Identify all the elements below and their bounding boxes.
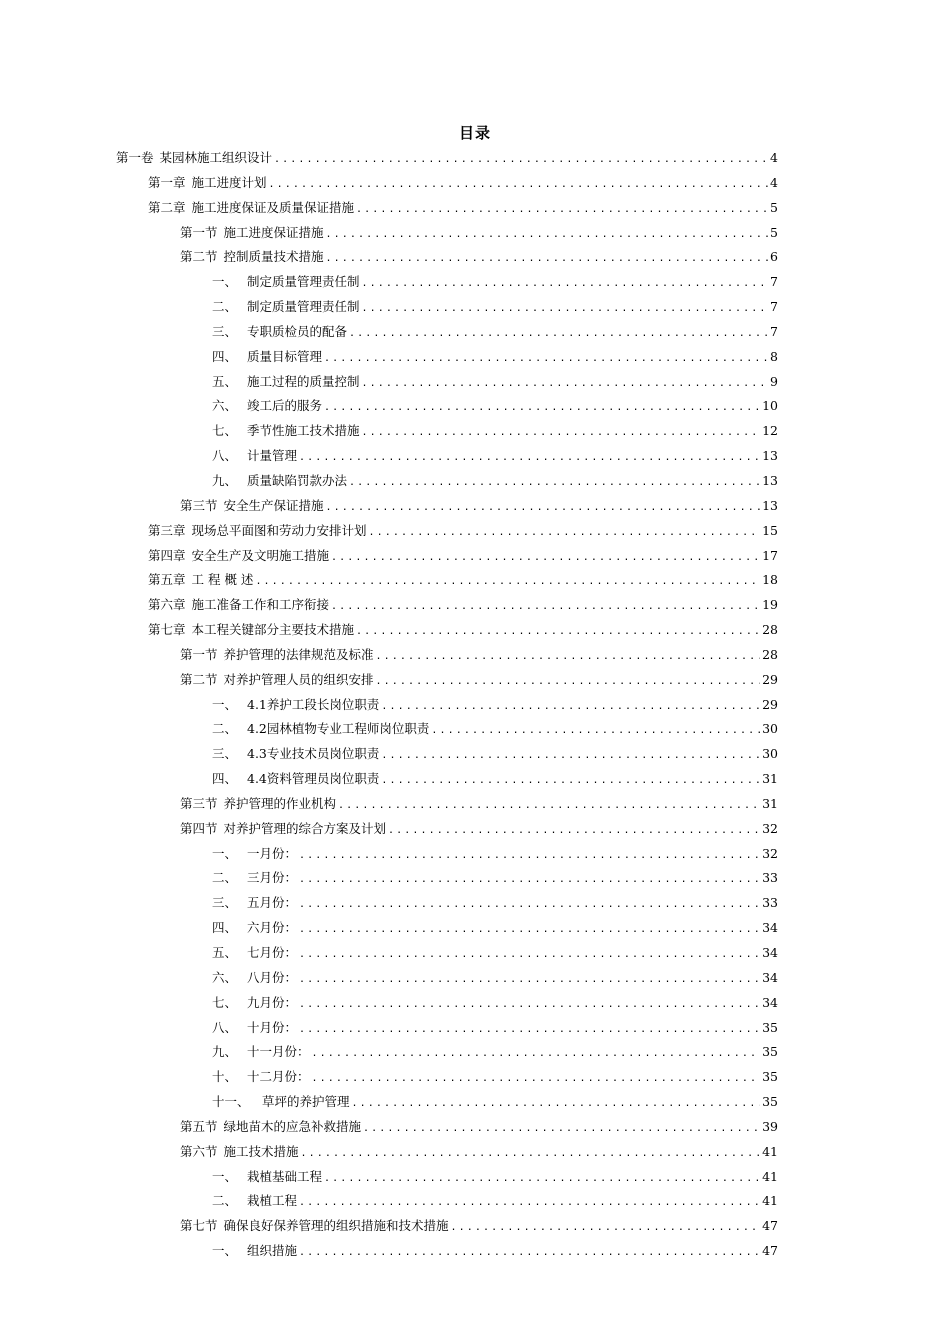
toc-entry-page: 28 [762, 622, 778, 638]
toc-entry-page: 13 [762, 497, 778, 513]
dot-leader [299, 968, 760, 993]
dot-leader [369, 521, 761, 546]
toc-entry-number: 二、 [212, 870, 238, 886]
toc-entry[interactable] [0, 444, 950, 469]
toc-entry-title: 组织措施 [247, 1243, 298, 1259]
dot-leader [299, 868, 760, 893]
toc-entry-page: 35 [762, 1094, 778, 1110]
toc-entry-title: 对养护管理的综合方案及计划 [223, 820, 387, 836]
dot-leader [299, 918, 760, 943]
toc-entry-number: 第四节 [180, 820, 218, 836]
toc-entry-page: 7 [770, 274, 778, 290]
toc-entry-title: 质量目标管理 [247, 348, 323, 364]
toc-entry-page: 13 [762, 472, 778, 488]
dot-leader [356, 620, 760, 645]
toc-entry-page: 17 [762, 547, 778, 563]
toc-entry[interactable] [0, 593, 950, 618]
dot-leader [255, 570, 760, 595]
dot-leader [349, 471, 760, 496]
toc-entry-number: 十一、 [212, 1094, 250, 1110]
toc-entry-number: 一、 [212, 845, 238, 861]
toc-entry-number: 十、 [212, 1069, 238, 1085]
toc-entry-page: 6 [770, 249, 778, 265]
toc-entry-title: 4.2园林植物专业工程师岗位职责 [247, 721, 430, 737]
toc-entry-title: 草坪的养护管理 [262, 1094, 350, 1110]
toc-entry-page: 15 [762, 522, 778, 538]
toc-entry-title: 确保良好保养管理的组织措施和技术措施 [223, 1218, 449, 1234]
toc-entry-title: 绿地苗木的应急补救措施 [223, 1118, 362, 1134]
toc-entry-title: 质量缺陷罚款办法 [247, 472, 348, 488]
dot-leader [381, 744, 760, 769]
toc-entry-page: 29 [762, 696, 778, 712]
toc-entry-number: 四、 [212, 771, 238, 787]
toc-entry[interactable] [0, 866, 950, 891]
toc-entry-page: 18 [762, 572, 778, 588]
toc-entry-title: 施工过程的质量控制 [247, 373, 360, 389]
toc-entry-page: 35 [762, 1019, 778, 1035]
toc-entry-number: 第一节 [180, 646, 218, 662]
dot-leader [363, 1117, 760, 1142]
toc-entry[interactable] [0, 146, 950, 171]
toc-entry-page: 33 [762, 895, 778, 911]
toc-entry[interactable] [0, 544, 950, 569]
toc-entry[interactable] [0, 171, 950, 196]
toc-entry-number: 八、 [212, 448, 238, 464]
toc-entry[interactable] [0, 1239, 950, 1264]
toc-entry-title: 三月份： [247, 870, 298, 886]
toc-entry[interactable] [0, 1040, 950, 1065]
toc-entry-number: 第五章 [148, 572, 186, 588]
toc-entry-title: 制定质量管理责任制 [247, 274, 360, 290]
toc-entry-title: 4.1养护工段长岗位职责 [247, 696, 380, 712]
toc-entry-number: 第七节 [180, 1218, 218, 1234]
toc-entry-title: 五月份： [247, 895, 298, 911]
toc-entry[interactable] [0, 966, 950, 991]
toc-entry-page: 32 [762, 820, 778, 836]
dot-leader [324, 1167, 760, 1192]
toc-entry-page: 47 [762, 1243, 778, 1259]
toc-entry-title: 制定质量管理责任制 [247, 299, 360, 315]
toc-entry-page: 5 [770, 199, 778, 215]
toc-entry-number: 六、 [212, 398, 238, 414]
toc-entry[interactable] [0, 693, 950, 718]
toc-entry-page: 9 [770, 373, 778, 389]
toc-entry-number: 第二章 [148, 199, 186, 215]
dot-leader [299, 893, 760, 918]
dot-leader [324, 347, 768, 372]
toc-entry-title: 七月份： [247, 945, 298, 960]
toc-entry-page: 31 [762, 771, 778, 787]
toc-entry-number: 第二节 [180, 671, 218, 687]
toc-entry-number: 九、 [212, 1044, 238, 1060]
toc-entry[interactable] [0, 1016, 950, 1041]
toc-entry-number: 三、 [212, 746, 238, 762]
toc-entry-number: 第一卷 [116, 150, 154, 165]
toc-entry-number: 第一节 [180, 224, 218, 240]
dot-leader [376, 645, 761, 670]
toc-entry-page: 35 [762, 1044, 778, 1060]
toc-entry-title: 季节性施工技术措施 [247, 423, 360, 439]
dot-leader [269, 173, 769, 198]
dot-leader [331, 595, 760, 620]
toc-entry-title: 4.3专业技术员岗位职责 [247, 746, 380, 762]
toc-entry-title: 施工技术措施 [223, 1143, 299, 1159]
toc-entry-title: 十一月份： [247, 1044, 310, 1060]
toc-entry[interactable] [0, 419, 950, 444]
toc-entry[interactable] [0, 245, 950, 270]
toc-entry-number: 一、 [212, 1243, 238, 1259]
toc-entry-title: 养护管理的作业机构 [223, 795, 337, 811]
toc-entry[interactable] [0, 1140, 950, 1165]
toc-entry-title: 工 程 概 述 [191, 572, 254, 588]
toc-entry-page: 8 [770, 348, 778, 364]
toc-entry-title: 六月份： [247, 920, 298, 936]
toc-entry[interactable] [0, 494, 950, 519]
toc-entry-number: 七、 [212, 423, 238, 439]
toc-entry-title: 安全生产及文明施工措施 [191, 547, 330, 563]
toc-entry-number: 第五节 [180, 1118, 218, 1134]
toc-entry-title: 九月份： [247, 994, 298, 1010]
toc-entry-title: 对养护管理人员的组织安排 [223, 671, 374, 687]
toc-entry-title: 栽植基础工程 [247, 1168, 323, 1184]
toc-entry-page: 34 [762, 945, 778, 960]
toc-entry[interactable] [0, 221, 950, 246]
toc-entry-number: 三、 [212, 323, 238, 339]
toc-entry-page: 7 [770, 323, 778, 339]
dot-leader [376, 670, 761, 695]
toc-entry-number: 四、 [212, 920, 238, 936]
dot-leader [451, 1216, 761, 1241]
toc-entry[interactable] [0, 519, 950, 544]
toc-entry-title: 安全生产保证措施 [223, 497, 324, 513]
toc-entry[interactable] [0, 717, 950, 742]
toc-entry[interactable] [0, 668, 950, 693]
dot-leader [362, 297, 769, 322]
toc-entry-number: 二、 [212, 721, 238, 737]
dot-leader [326, 496, 761, 521]
dot-leader [356, 198, 768, 223]
toc-entry[interactable] [0, 370, 950, 395]
dot-leader [274, 148, 768, 173]
toc-entry[interactable] [0, 295, 950, 320]
toc-entry[interactable] [0, 1115, 950, 1140]
toc-entry[interactable] [0, 1065, 950, 1090]
toc-entry-page: 33 [762, 870, 778, 886]
toc-list [0, 146, 950, 1264]
toc-entry[interactable] [0, 767, 950, 792]
toc-entry[interactable] [0, 568, 950, 593]
toc-entry-page: 30 [762, 746, 778, 762]
toc-entry-title: 计量管理 [247, 448, 298, 464]
toc-entry-title: 施工准备工作和工序衔接 [191, 597, 330, 613]
toc-entry[interactable] [0, 817, 950, 842]
dot-leader [362, 421, 761, 446]
toc-entry-number: 一、 [212, 274, 238, 290]
toc-entry-number: 第七章 [148, 622, 186, 638]
toc-entry-page: 13 [762, 448, 778, 464]
toc-title: 目录 [458, 124, 491, 142]
toc-entry-title: 十月份： [247, 1019, 298, 1035]
toc-entry-page: 34 [762, 969, 778, 985]
dot-leader [312, 1067, 761, 1092]
toc-entry-title: 某园林施工组织设计 [159, 150, 273, 165]
toc-entry-title: 控制质量技术措施 [223, 249, 324, 265]
toc-entry-number: 第一章 [148, 174, 186, 190]
toc-entry-number: 第六节 [180, 1143, 218, 1159]
dot-leader [338, 794, 760, 819]
toc-entry[interactable] [0, 916, 950, 941]
toc-entry-number: 第三节 [180, 795, 218, 811]
dot-leader [299, 943, 760, 968]
toc-entry[interactable] [0, 270, 950, 295]
toc-entry-page: 34 [762, 920, 778, 936]
toc-entry[interactable] [0, 320, 950, 345]
toc-entry-title: 专职质检员的配备 [247, 323, 348, 339]
dot-leader [299, 1241, 760, 1266]
toc-entry-title: 施工进度保证措施 [223, 224, 324, 240]
toc-entry-page: 4 [770, 174, 778, 190]
toc-entry[interactable] [0, 394, 950, 419]
dot-leader [324, 396, 760, 421]
toc-entry-title: 现场总平面图和劳动力安排计划 [191, 522, 367, 538]
toc-entry-page: 30 [762, 721, 778, 737]
toc-entry-title: 本工程关键部分主要技术措施 [191, 622, 355, 638]
toc-entry-number: 九、 [212, 472, 238, 488]
toc-entry[interactable] [0, 345, 950, 370]
toc-entry-page: 35 [762, 1069, 778, 1085]
toc-entry-page: 41 [762, 1143, 778, 1159]
toc-entry-page: 4 [770, 150, 778, 165]
toc-entry-title: 栽植工程 [247, 1193, 298, 1209]
toc-entry-title: 十二月份： [247, 1069, 310, 1085]
toc-entry-title: 施工进度保证及质量保证措施 [191, 199, 355, 215]
toc-entry-number: 第六章 [148, 597, 186, 613]
toc-entry-page: 10 [762, 398, 778, 414]
toc-entry-number: 第三节 [180, 497, 218, 513]
toc-entry[interactable] [0, 991, 950, 1016]
dot-leader [312, 1042, 761, 1067]
dot-leader [431, 719, 760, 744]
toc-entry-number: 七、 [212, 994, 238, 1010]
toc-entry-title: 一月份： [247, 845, 298, 861]
dot-leader [301, 1142, 761, 1167]
toc-entry[interactable] [0, 1165, 950, 1190]
toc-entry-page: 41 [762, 1168, 778, 1184]
dot-leader [349, 322, 768, 347]
toc-entry-number: 第三章 [148, 522, 186, 538]
toc-entry-page: 47 [762, 1218, 778, 1234]
dot-leader [326, 247, 769, 272]
toc-entry-page: 12 [762, 423, 778, 439]
toc-entry-number: 五、 [212, 945, 238, 960]
dot-leader [381, 695, 760, 720]
toc-entry[interactable] [0, 1090, 950, 1115]
toc-entry[interactable] [0, 792, 950, 817]
toc-entry-number: 八、 [212, 1019, 238, 1035]
toc-entry-number: 一、 [212, 1168, 238, 1184]
toc-entry-page: 7 [770, 299, 778, 315]
dot-leader [299, 844, 760, 869]
dot-leader [299, 446, 760, 471]
toc-entry[interactable] [0, 618, 950, 643]
toc-entry-title: 八月份： [247, 969, 298, 985]
dot-leader [362, 372, 769, 397]
dot-leader [388, 819, 760, 844]
dot-leader [352, 1092, 761, 1117]
toc-entry[interactable] [0, 941, 950, 966]
dot-leader [381, 769, 760, 794]
dot-leader [299, 993, 760, 1018]
toc-entry-page: 32 [762, 845, 778, 861]
toc-entry[interactable] [0, 842, 950, 867]
dot-leader [331, 546, 760, 571]
toc-entry-number: 三、 [212, 895, 238, 911]
toc-entry-title: 竣工后的服务 [247, 398, 323, 414]
toc-entry-page: 29 [762, 671, 778, 687]
toc-entry-page: 31 [762, 795, 778, 811]
toc-entry[interactable] [0, 469, 950, 494]
toc-entry-page: 34 [762, 994, 778, 1010]
toc-entry-page: 5 [770, 224, 778, 240]
toc-entry-page: 39 [762, 1118, 778, 1134]
toc-entry[interactable] [0, 1189, 950, 1214]
toc-entry-page: 41 [762, 1193, 778, 1209]
dot-leader [326, 223, 769, 248]
toc-entry-page: 19 [762, 597, 778, 613]
toc-entry-number: 六、 [212, 969, 238, 985]
toc-entry-number: 第二节 [180, 249, 218, 265]
dot-leader [299, 1191, 760, 1216]
toc-entry[interactable] [0, 742, 950, 767]
toc-entry-title: 施工进度计划 [191, 174, 267, 190]
toc-entry-page: 28 [762, 646, 778, 662]
toc-entry-title: 4.4资料管理员岗位职责 [247, 771, 380, 787]
toc-entry-number: 一、 [212, 696, 238, 712]
toc-entry[interactable] [0, 891, 950, 916]
toc-entry-title: 养护管理的法律规范及标准 [223, 646, 374, 662]
toc-entry-number: 二、 [212, 299, 238, 315]
toc-entry[interactable] [0, 196, 950, 221]
dot-leader [299, 1018, 760, 1043]
toc-entry-number: 五、 [212, 373, 238, 389]
toc-entry[interactable] [0, 643, 950, 668]
dot-leader [362, 272, 769, 297]
toc-entry-number: 第四章 [148, 547, 186, 563]
toc-entry-number: 四、 [212, 348, 238, 364]
toc-entry-number: 二、 [212, 1193, 238, 1209]
toc-entry[interactable] [0, 1214, 950, 1239]
